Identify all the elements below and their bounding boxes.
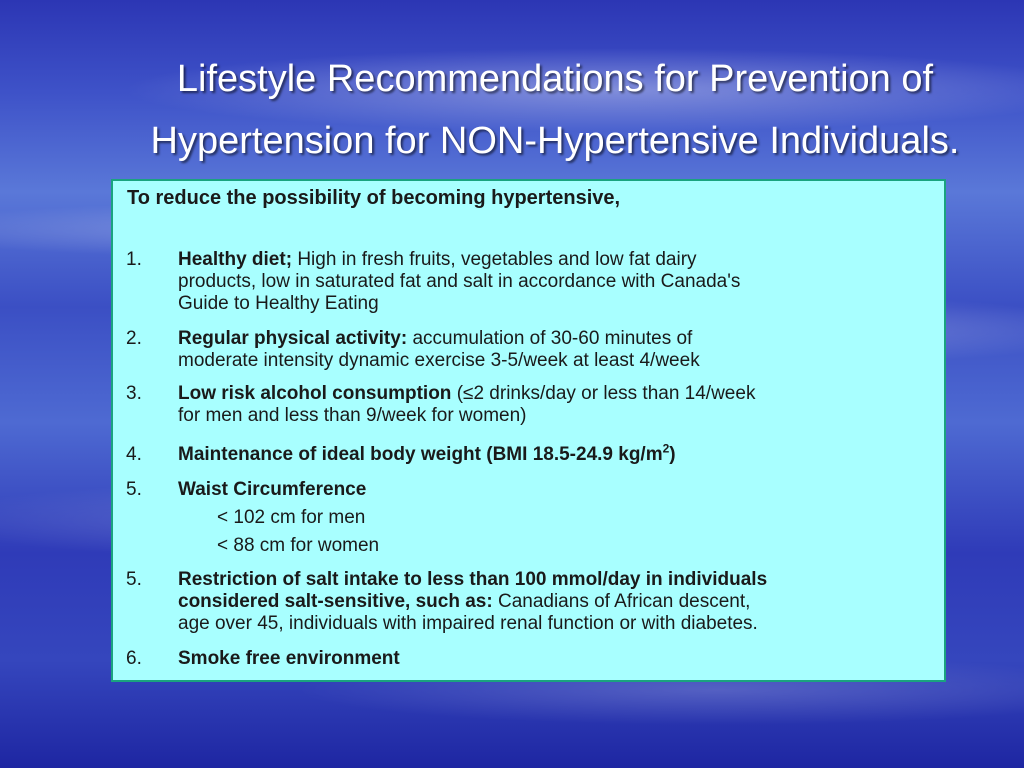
item-number: 5.: [126, 479, 142, 500]
item-number: 3.: [126, 383, 142, 404]
title-line-1: Lifestyle Recommendations for Prevention of: [176, 58, 934, 100]
waist-men: < 102 cm for men: [217, 507, 366, 528]
item-body: Canadians of African descent,: [497, 591, 751, 612]
item-heading: Regular physical activity:: [178, 328, 408, 349]
item-body: accumulation of 30-60 minutes of: [412, 328, 693, 349]
item-number: 4.: [126, 444, 142, 465]
title-line-2: Hypertension for NON-Hypertensive Individuals.: [150, 120, 960, 162]
recommendations-box: [111, 179, 946, 682]
item-number: 6.: [126, 648, 142, 669]
slide-title: [100, 48, 1010, 172]
item-body: moderate intensity dynamic exercise 3-5/week at least 4/week: [178, 350, 700, 371]
superscript: 2: [662, 441, 670, 456]
item-text: [178, 648, 878, 670]
item-body: (≤2 drinks/day or less than 14/week: [456, 383, 756, 404]
item-heading: Healthy diet;: [178, 249, 293, 270]
item-text: [178, 383, 878, 427]
item-body: products, low in saturated fat and salt in accordance with Canada's: [178, 271, 741, 292]
item-heading: considered salt-sensitive, such as:: [178, 591, 493, 612]
waist-women: < 88 cm for women: [217, 535, 380, 556]
item-number: 5.: [126, 569, 142, 590]
item-text: [178, 479, 878, 501]
item-body: High in fresh fruits, vegetables and low fat dairy: [297, 249, 697, 270]
item-body: age over 45, individuals with impaired renal function or with diabetes.: [178, 613, 758, 634]
item-body: Guide to Healthy Eating: [178, 293, 379, 314]
item-text: [178, 441, 878, 466]
item-heading: Low risk alcohol consumption: [178, 383, 452, 404]
item-heading: Maintenance of ideal body weight (BMI 18.5-24.9 $kg/m^2$): [178, 441, 676, 465]
intro-text: To reduce the possibility of becoming hypertensive,: [127, 187, 621, 209]
item-text: [178, 569, 878, 635]
item-number: 1.: [126, 249, 142, 270]
item-number: 2.: [126, 328, 142, 349]
item-body: for men and less than 9/week for women): [178, 405, 527, 426]
item-heading: Restriction of salt intake to less than 100 mmol/day in individuals: [178, 569, 768, 590]
item-heading: Smoke free environment: [178, 648, 400, 669]
item-heading: Waist Circumference: [178, 479, 367, 500]
item-text: [178, 249, 878, 315]
item-text: [178, 328, 878, 372]
